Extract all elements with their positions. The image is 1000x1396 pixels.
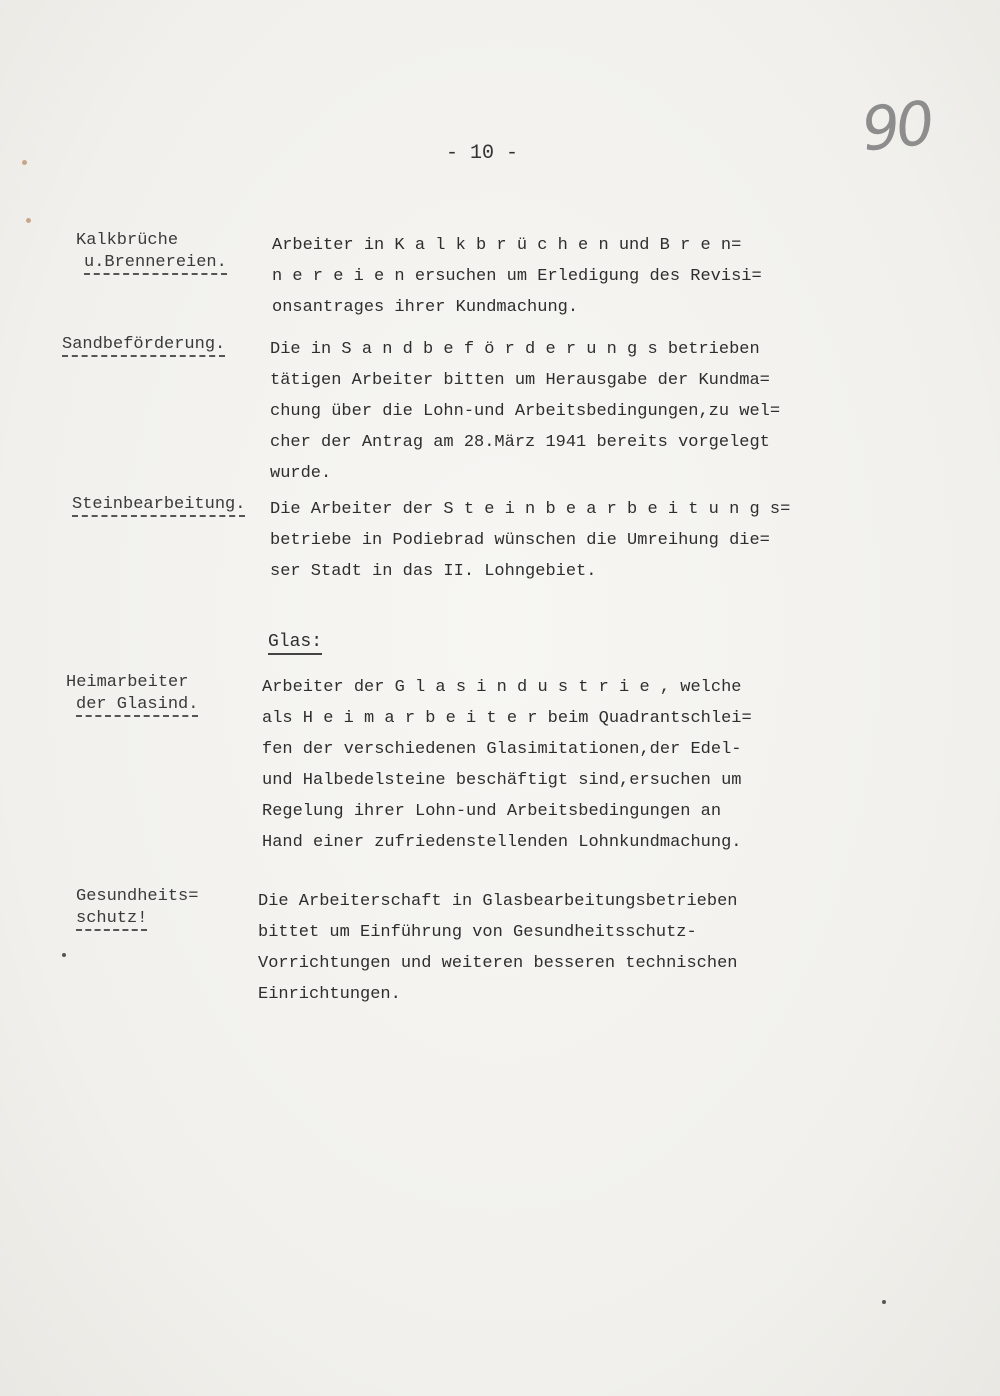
section-label-kalkbrueche — [76, 230, 227, 274]
text-line: onsantrages ihrer Kundmachung. — [272, 298, 579, 317]
text-line: wurde. — [270, 464, 332, 483]
section-text-gesundheitsschutz — [258, 886, 737, 1010]
label-line: u.Brennereien. — [84, 253, 227, 275]
text-line: Arbeiter in K a l k b r ü c h e n und B r e n= — [272, 236, 742, 255]
margin-mark — [22, 160, 27, 165]
margin-dot — [882, 1300, 886, 1304]
label-line: der Glasind. — [76, 695, 198, 717]
text-line: und Halbedelsteine beschäftigt sind,ersuchen um — [262, 771, 742, 790]
section-label-steinbearbeitung — [72, 494, 245, 516]
section-text-sandbefoerderung — [270, 334, 780, 489]
text-line: Regelung ihrer Lohn-und Arbeitsbedingungen an — [262, 802, 722, 821]
text-line: Die in S a n d b e f ö r d e r u n g s betrieben — [270, 340, 760, 359]
text-line: Vorrichtungen und weiteren besseren technischen — [258, 954, 738, 973]
page-number: - 10 - — [446, 142, 519, 165]
margin-mark — [26, 218, 31, 223]
label-line: Steinbearbeitung. — [72, 495, 245, 517]
margin-dot — [62, 953, 66, 957]
section-label-gesundheitsschutz — [76, 886, 198, 930]
text-line: Arbeiter der G l a s i n d u s t r i e , welche — [262, 678, 742, 697]
text-line: als H e i m a r b e i t e r beim Quadrantschlei= — [262, 709, 752, 728]
section-text-kalkbrueche — [272, 230, 762, 323]
section-label-heimarbeiter — [66, 672, 198, 716]
text-line: tätigen Arbeiter bitten um Herausgabe der Kundma= — [270, 371, 770, 390]
heading-glas: Glas: — [268, 632, 322, 655]
section-text-steinbearbeitung — [270, 494, 790, 587]
section-label-sandbefoerderung — [62, 334, 225, 356]
folio-number: 90 — [858, 88, 934, 166]
text-line: Die Arbeiterschaft in Glasbearbeitungsbetrieben — [258, 892, 738, 911]
text-line: chung über die Lohn-und Arbeitsbedingungen,zu wel= — [270, 402, 781, 421]
text-line: Hand einer zufriedenstellenden Lohnkundmachung. — [262, 833, 742, 852]
text-line: bittet um Einführung von Gesundheitsschutz- — [258, 923, 697, 942]
text-line: fen der verschiedenen Glasimitationen,der Edel- — [262, 740, 742, 759]
label-line: Kalkbrüche — [76, 231, 179, 250]
section-text-heimarbeiter — [262, 672, 752, 858]
text-line: n e r e i e n ersuchen um Erledigung des Revisi= — [272, 267, 762, 286]
text-line: betriebe in Podiebrad wünschen die Umreihung die= — [270, 531, 770, 550]
text-line: Die Arbeiter der S t e i n b e a r b e i t u n g s= — [270, 500, 791, 519]
label-line-wrap — [76, 908, 198, 930]
label-line-wrap — [84, 252, 227, 274]
text-line: ser Stadt in das II. Lohngebiet. — [270, 562, 597, 581]
label-line: Heimarbeiter — [66, 673, 189, 692]
label-line: schutz! — [76, 909, 147, 931]
label-line-wrap — [76, 694, 198, 716]
label-line: Sandbeförderung. — [62, 335, 225, 357]
label-line: Gesundheits= — [76, 887, 199, 906]
text-line: cher der Antrag am 28.März 1941 bereits vorgelegt — [270, 433, 770, 452]
text-line: Einrichtungen. — [258, 985, 401, 1004]
